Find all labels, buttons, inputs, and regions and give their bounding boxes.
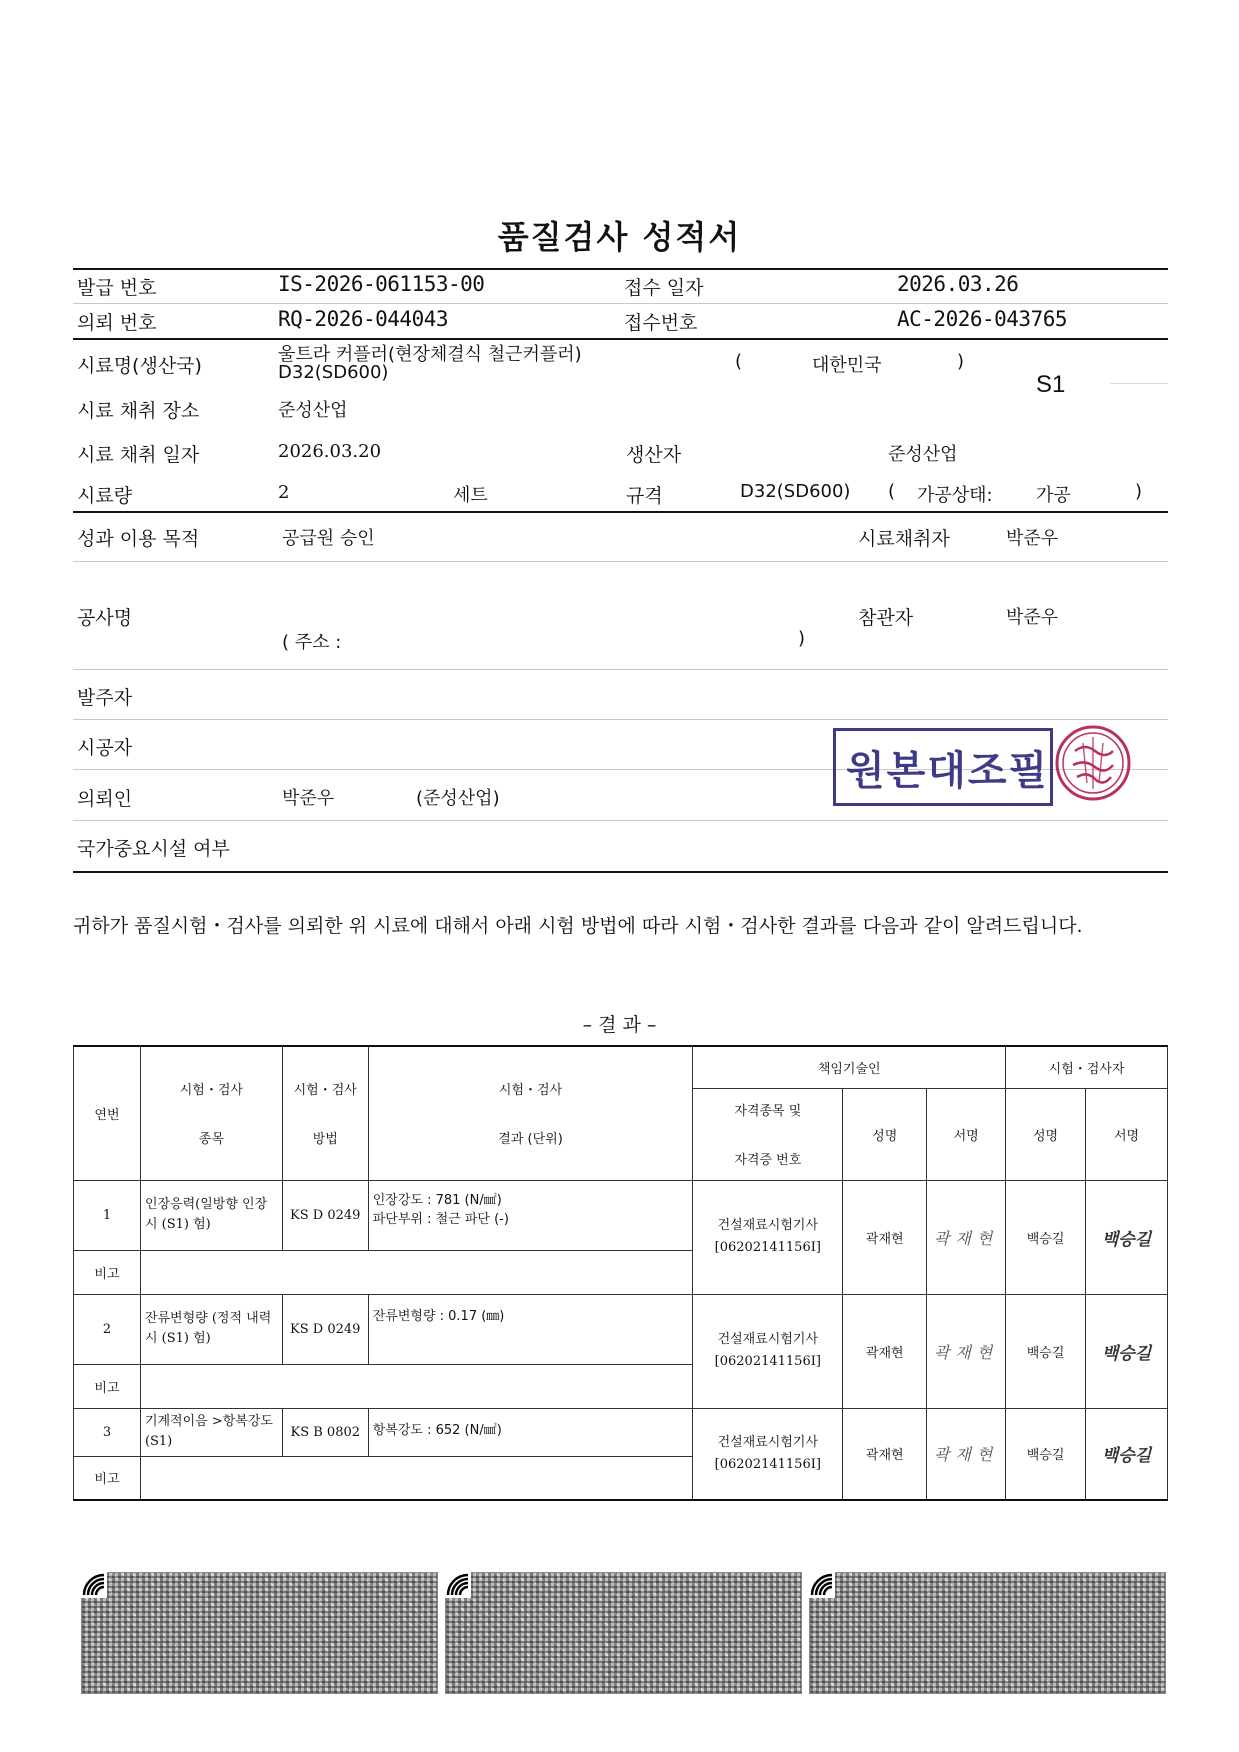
divider xyxy=(1110,383,1168,384)
row-eng-sign xyxy=(927,1294,1006,1408)
tester-signature: 백승길 xyxy=(1101,1343,1152,1364)
row-result-line1: 잔류변형량 : 0.17 (㎜) xyxy=(372,1308,505,1324)
header-method xyxy=(282,1046,368,1180)
address-close: ) xyxy=(798,628,806,649)
original-verified-stamp xyxy=(833,728,1053,806)
row-result xyxy=(368,1408,693,1456)
project-label: 공사명 xyxy=(77,607,133,629)
remark-value xyxy=(140,1364,692,1408)
receipt-date: 2026.03.26 xyxy=(897,272,1019,296)
header-item xyxy=(140,1046,282,1180)
tester-signature: 백승길 xyxy=(1101,1229,1152,1250)
header-tester: 시험・검사자 xyxy=(1006,1046,1168,1088)
sample-place: 준성산업 xyxy=(278,400,348,421)
header-item-line1: 시험・검사 xyxy=(179,1083,243,1099)
header-result xyxy=(368,1046,693,1180)
row-qual-line2: [06202141156I] xyxy=(714,1354,821,1369)
divider xyxy=(73,511,1168,513)
round-red-seal-icon xyxy=(1053,723,1133,803)
header-tester-name: 성명 xyxy=(1006,1088,1086,1180)
sample-date: 2026.03.20 xyxy=(278,441,382,462)
s1-marker: S1 xyxy=(1036,371,1066,398)
builder-label: 시공자 xyxy=(77,737,133,759)
observer: 박준우 xyxy=(1006,607,1059,628)
row-eng-sign xyxy=(927,1408,1006,1500)
sample-date-label: 시료 채취 일자 xyxy=(77,444,200,466)
results-title: – 결 과 – xyxy=(582,1014,657,1036)
header-item-line2: 종목 xyxy=(198,1132,224,1148)
divider xyxy=(73,820,1168,821)
row-item: 기계적이음 >항복강도 (S1) xyxy=(140,1408,282,1456)
client-label: 의뢰인 xyxy=(77,788,133,810)
client-company: (준성산업) xyxy=(416,788,500,809)
row-method: KS B 0802 xyxy=(282,1408,368,1456)
header-no: 연번 xyxy=(74,1046,141,1180)
header-method-line1: 시험・검사 xyxy=(293,1083,357,1099)
receipt-no-label: 접수번호 xyxy=(624,312,698,334)
divider xyxy=(73,268,1168,270)
pattern-corner-mark xyxy=(809,1572,835,1598)
row-qualification xyxy=(693,1180,843,1294)
row-no: 3 xyxy=(74,1408,141,1456)
row-qual-line2: [06202141156I] xyxy=(714,1456,821,1472)
row-result-line1: 항복강도 : 652 (N/㎟) xyxy=(372,1422,502,1438)
header-qual-line2: 자격증 번호 xyxy=(734,1153,802,1168)
pattern-corner-mark xyxy=(81,1572,107,1598)
row-qual-line1: 건설재료시험기사 xyxy=(717,1332,819,1347)
row-eng-name: 곽재현 xyxy=(843,1180,927,1294)
row-tester-name: 백승길 xyxy=(1006,1180,1086,1294)
engineer-signature: 곽재현 xyxy=(933,1445,999,1465)
header-result-line2: 결과 (단위) xyxy=(498,1132,563,1148)
row-result-line2: 파단부위 : 철근 파단 (-) xyxy=(372,1211,509,1227)
row-item: 잔류변형량 (정적 내력시 (S1) 험) xyxy=(140,1294,282,1364)
divider xyxy=(73,303,1168,304)
row-eng-sign xyxy=(927,1180,1006,1294)
document-title: 품질검사 성적서 xyxy=(497,218,742,256)
remark-label: 비고 xyxy=(74,1364,141,1408)
results-table xyxy=(73,1045,1168,1501)
spec-label: 규격 xyxy=(626,485,663,507)
issue-no: IS-2026-061153-00 xyxy=(278,272,485,296)
table-row xyxy=(74,1180,1168,1250)
country-open: ( xyxy=(735,351,743,372)
receipt-no: AC-2026-043765 xyxy=(897,307,1068,331)
row-eng-name: 곽재현 xyxy=(843,1408,927,1500)
spec: D32(SD600) xyxy=(740,481,851,502)
producer-label: 생산자 xyxy=(626,444,682,466)
engineer-signature: 곽재현 xyxy=(933,1342,999,1362)
remark-label: 비고 xyxy=(74,1456,141,1500)
request-no-label: 의뢰 번호 xyxy=(77,312,157,334)
row-tester-name: 백승길 xyxy=(1006,1294,1086,1408)
row-eng-name: 곽재현 xyxy=(843,1294,927,1408)
row-qualification xyxy=(693,1294,843,1408)
country: 대한민국 xyxy=(812,355,882,376)
remark-value xyxy=(140,1250,692,1294)
header-qual-line1: 자격종목 및 xyxy=(734,1104,802,1119)
header-method-line2: 방법 xyxy=(312,1132,338,1148)
table-row xyxy=(74,1408,1168,1456)
row-no: 2 xyxy=(74,1294,141,1364)
divider xyxy=(73,338,1168,340)
qty-label: 시료량 xyxy=(77,485,133,507)
table-row xyxy=(74,1294,1168,1364)
row-result-line1: 인장강도 : 781 (N/㎟) xyxy=(372,1192,502,1208)
row-item: 인장응력(일방향 인장 시 (S1) 험) xyxy=(140,1180,282,1250)
header-tester-sign: 서명 xyxy=(1086,1088,1168,1180)
pattern-corner-mark xyxy=(445,1572,471,1598)
header-result-line1: 시험・검사 xyxy=(498,1083,563,1099)
remark-value xyxy=(140,1456,692,1500)
security-pattern-icon xyxy=(809,1572,1166,1694)
issue-no-label: 발급 번호 xyxy=(77,277,157,299)
remark-label: 비고 xyxy=(74,1250,141,1294)
row-qual-line1: 건설재료시험기사 xyxy=(717,1434,819,1450)
sample-name-line2: D32(SD600) xyxy=(278,362,389,383)
row-qual-line2: [06202141156I] xyxy=(714,1240,821,1255)
row-no: 1 xyxy=(74,1180,141,1250)
national-facility-label: 국가중요시설 여부 xyxy=(77,838,230,860)
purpose-label: 성과 이용 목적 xyxy=(77,528,200,550)
sample-name-line1: 울트라 커플러(현장체결식 철근커플러) xyxy=(278,344,582,365)
sample-place-label: 시료 채취 장소 xyxy=(77,400,200,422)
header-qualification xyxy=(693,1088,843,1180)
address-open: ( 주소 : xyxy=(282,632,342,653)
row-tester-sign xyxy=(1086,1180,1168,1294)
stamp-text: 원본대조필 xyxy=(846,748,1050,794)
proc-close: ) xyxy=(1135,481,1143,502)
table-header-row xyxy=(74,1046,1168,1088)
proc-open: ( xyxy=(888,481,896,502)
collector-label: 시료채취자 xyxy=(858,528,950,550)
proc-value: 가공 xyxy=(1036,485,1071,506)
country-close: ) xyxy=(957,351,965,372)
proc-label: 가공상태: xyxy=(917,485,993,506)
notice-text: 귀하가 품질시험・검사를 의뢰한 위 시료에 대해서 아래 시험 방법에 따라 시험・검사한 결과를 다음과 같이 알려드립니다. xyxy=(73,915,1083,937)
divider xyxy=(73,719,1168,720)
row-method: KS D 0249 xyxy=(282,1294,368,1364)
header-eng-name: 성명 xyxy=(843,1088,927,1180)
divider xyxy=(73,669,1168,670)
observer-label: 참관자 xyxy=(858,607,914,629)
row-tester-sign xyxy=(1086,1408,1168,1500)
header-eng-sign: 서명 xyxy=(927,1088,1006,1180)
request-no: RQ-2026-044043 xyxy=(278,307,449,331)
qty-unit: 세트 xyxy=(453,485,488,506)
row-result xyxy=(368,1294,693,1364)
divider xyxy=(73,561,1168,562)
receipt-date-label: 접수 일자 xyxy=(624,277,704,299)
tester-signature: 백승길 xyxy=(1101,1446,1152,1467)
collector: 박준우 xyxy=(1006,528,1059,549)
orderer-label: 발주자 xyxy=(77,687,133,709)
row-result xyxy=(368,1180,693,1250)
security-pattern-icon xyxy=(445,1572,802,1694)
engineer-signature: 곽재현 xyxy=(933,1228,999,1248)
row-qualification xyxy=(693,1408,843,1500)
sample-name-label: 시료명(생산국) xyxy=(77,355,202,377)
row-tester-sign xyxy=(1086,1294,1168,1408)
row-tester-name: 백승길 xyxy=(1006,1408,1086,1500)
row-method: KS D 0249 xyxy=(282,1180,368,1250)
row-qual-line1: 건설재료시험기사 xyxy=(717,1218,819,1233)
security-pattern-icon xyxy=(81,1572,438,1694)
header-engineer: 책임기술인 xyxy=(693,1046,1006,1088)
qty: 2 xyxy=(278,482,290,503)
purpose: 공급원 승인 xyxy=(282,528,375,549)
client: 박준우 xyxy=(282,788,335,809)
divider xyxy=(73,871,1168,873)
producer: 준성산업 xyxy=(888,444,958,465)
